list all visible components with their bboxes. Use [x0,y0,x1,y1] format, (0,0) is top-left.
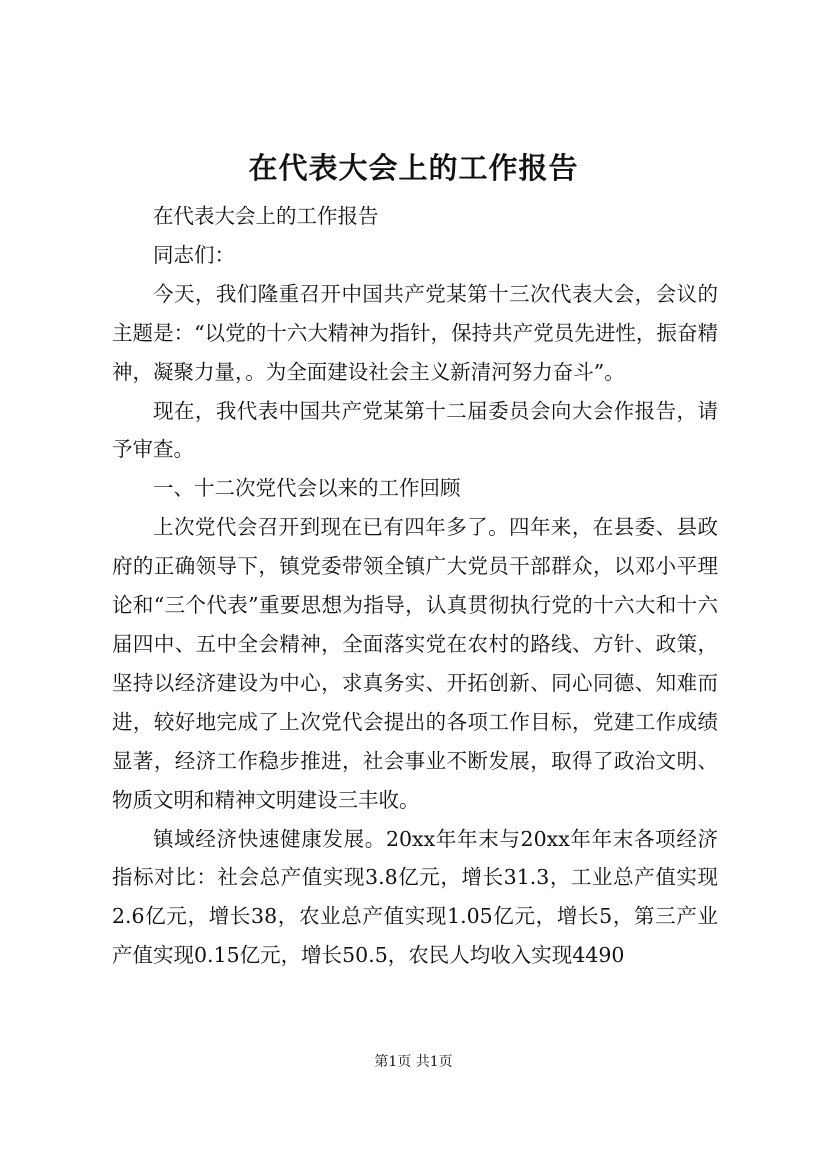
paragraph-report-intro: 现在，我代表中国共产党某第十二届委员会向大会作报告，请予审查。 [112,398,718,462]
paragraph-economy: 镇域经济快速健康发展。20xx年年末与20xx年年末各项经济指标对比：社会总产值实现3.8亿元，增长31.3，工业总产值实现2.6亿元，增长38，农业总产值实现1.05亿元，增长5，第三产业产值实现0.15亿元，增长50.5，农民人均收入实现4490 [112,826,718,968]
document-title: 在代表大会上的工作报告 [248,151,579,185]
paragraph-salutation: 同志们： [153,242,235,267]
section-heading: 一、十二次党代会以来的工作回顾 [153,476,461,501]
page-footer: 第1页 共1页 [374,1054,453,1070]
document-body [112,197,718,975]
paragraph-opening: 今天，我们隆重召开中国共产党某第十三次代表大会，会议的主题是：“以党的十六大精神为指针，保持共产党员先进性，振奋精神，凝聚力量，。为全面建设社会主义新清河努力奋斗”。 [112,281,718,384]
paragraph-subtitle: 在代表大会上的工作报告 [153,204,379,228]
paragraph-review: 上次党代会召开到现在已有四年多了。四年来，在县委、县政府的正确领导下，镇党委带领全镇广大党员干部群众，以邓小平理论和“三个代表”重要思想为指导，认真贯彻执行党的十六大和十六届四中、五中全会精神，全面落实党在农村的路线、方针、政策，坚持以经济建设为中心，求真务实、开拓创新、同心同德、知难而进，较好地完成了上次党代会提出的各项工作目标，党建工作成绩显著，经济工作稳步推进，社会事业不断发展，取得了政治文明、物质文明和精神文明建设三丰收。 [112,515,718,812]
